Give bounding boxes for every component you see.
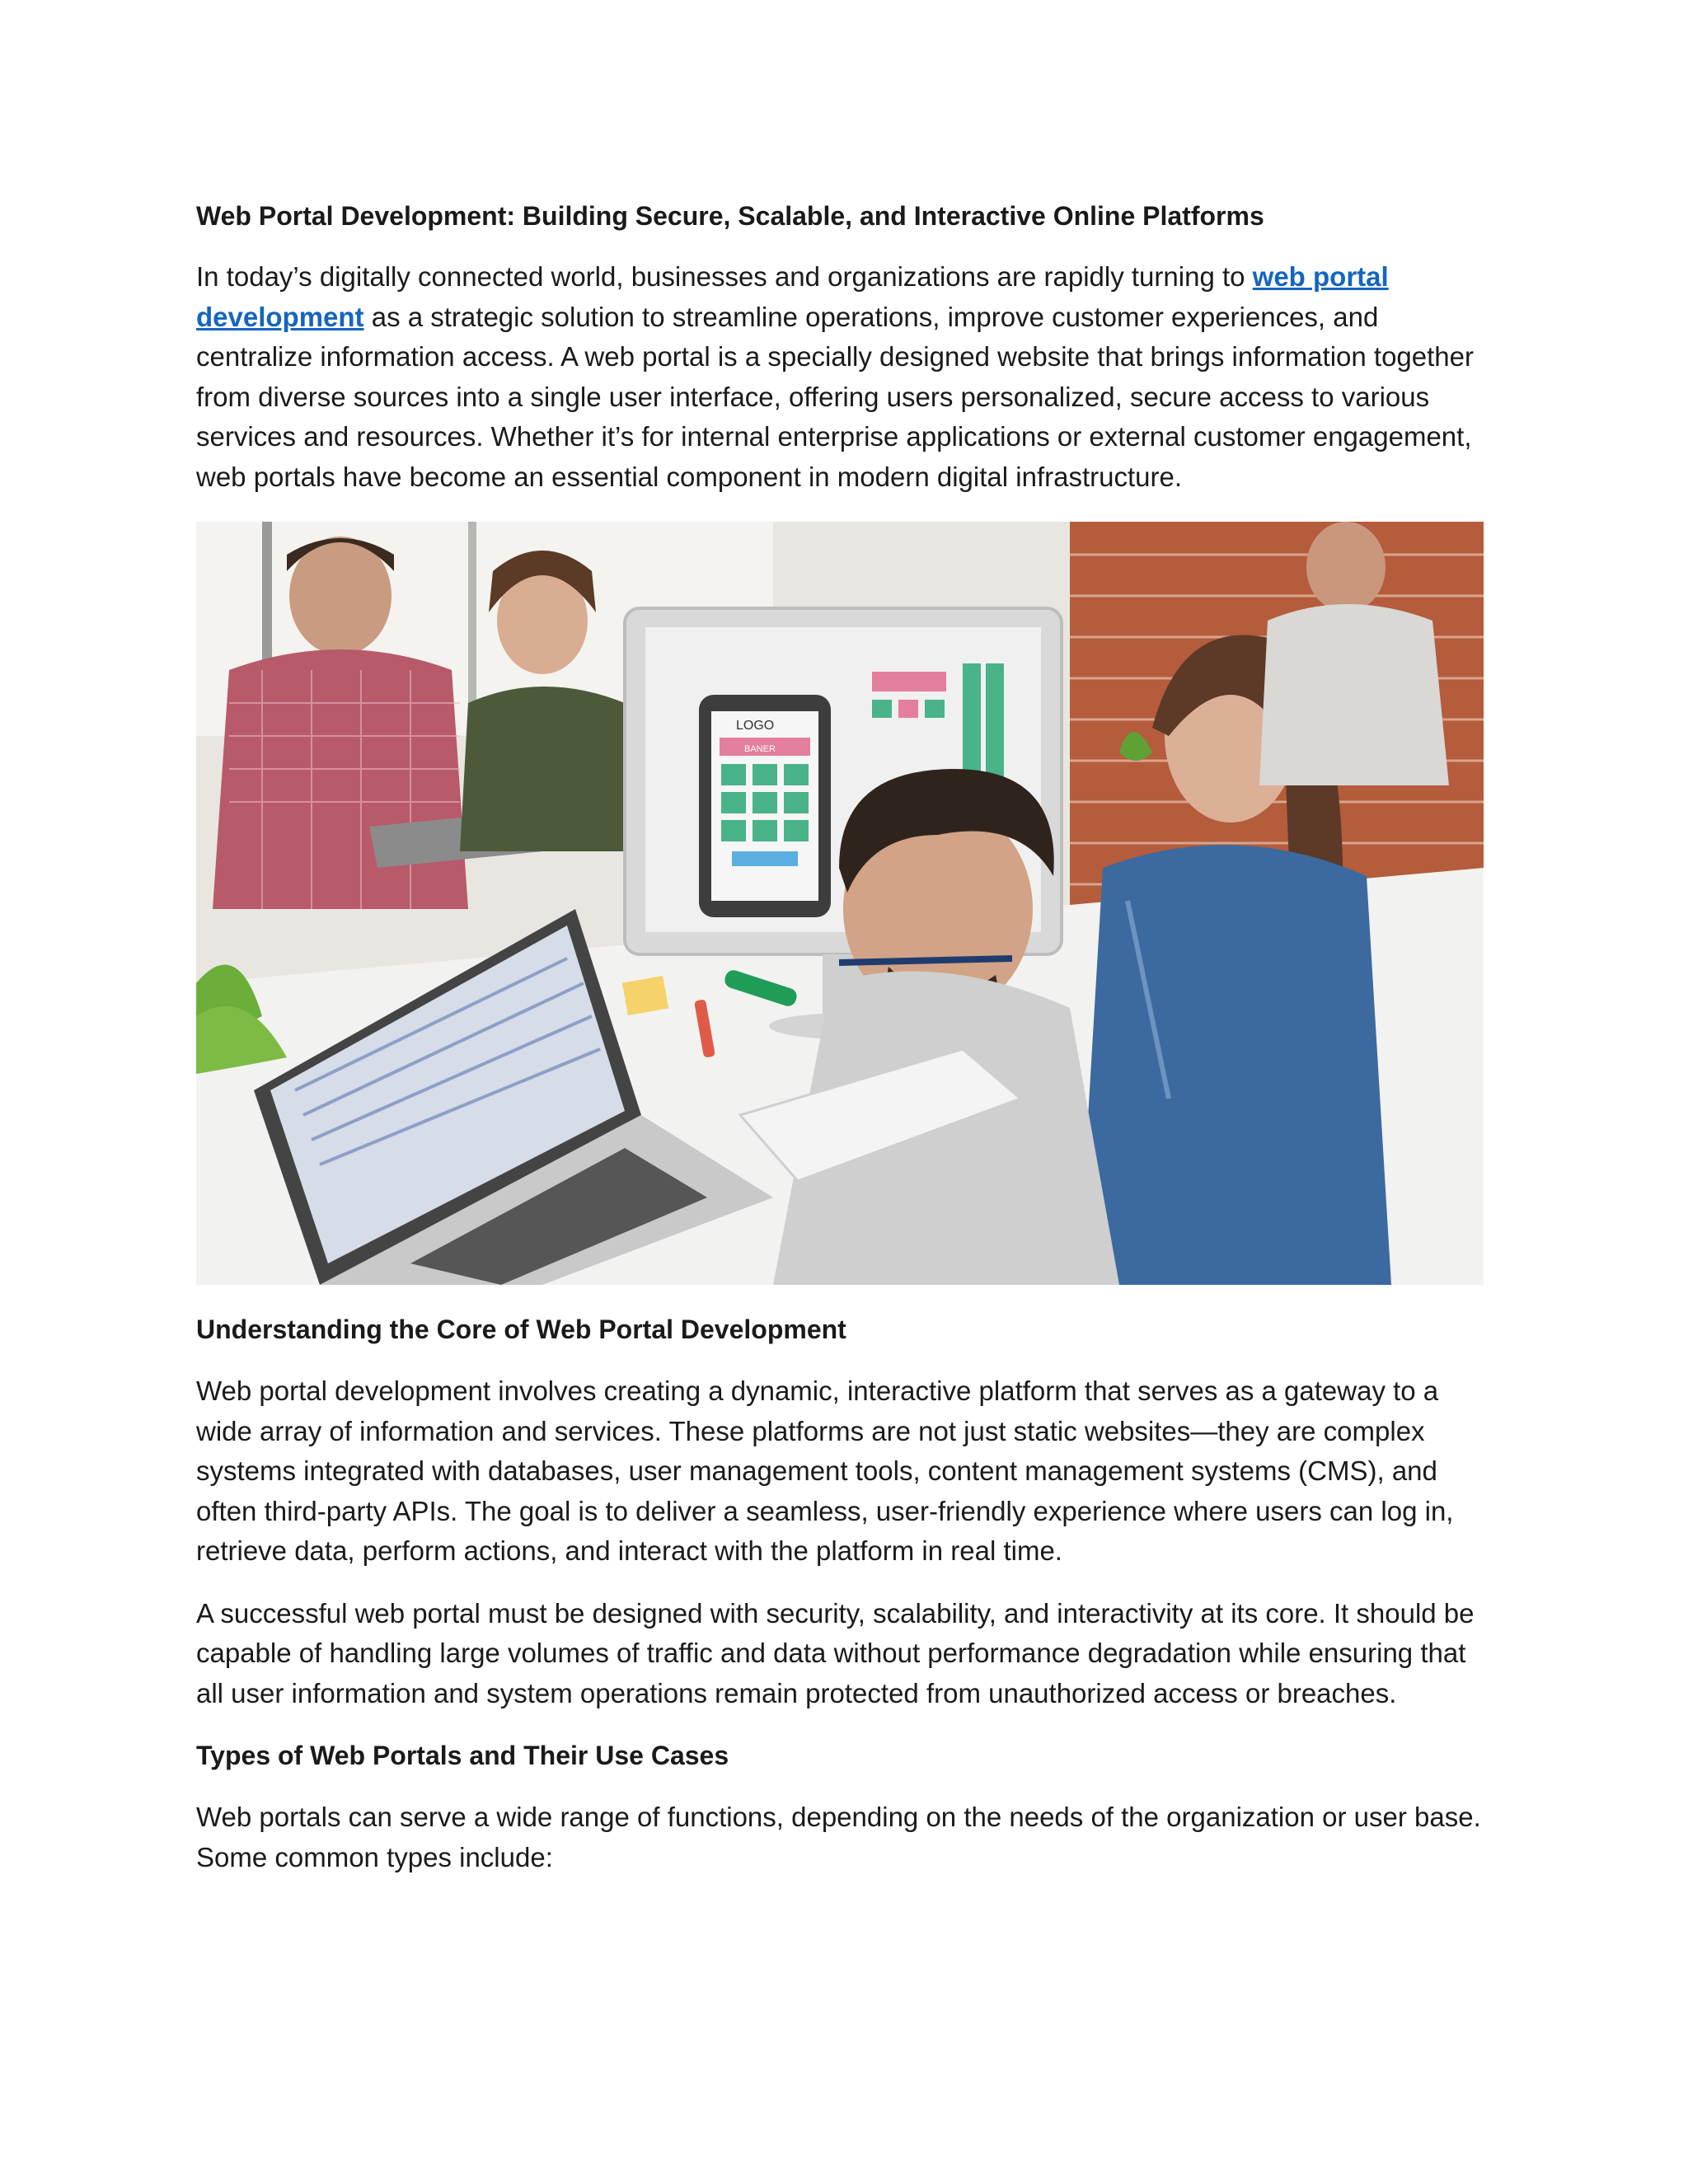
section-understanding-paragraph-2: A successful web portal must be designed with security, scalability, and interactivity at its core. It should be capable of handling large volumes of traffic and data without performance degradation while ensuring that all user information and system operations remain protected from unauthorized access or breaches.: [196, 1597, 1475, 1708]
section-types-paragraph-1: Web portals can serve a wide range of functions, depending on the needs of the organization or user base. Some common types include:: [196, 1802, 1481, 1872]
article-body: [196, 196, 1484, 1877]
section-understanding-paragraph-1: Web portal development involves creating a dynamic, interactive platform that serves as a gateway to a wide array of information and services. These platforms are not just static websites—they are complex systems integrated with databases, user management tools, content management systems (CMS), and often third-party APIs. The goal is to deliver a seamless, user-friendly experience where users can log in, retrieve data, perform actions, and interact with the platform in real time.: [196, 1376, 1454, 1566]
section-heading-understanding: Understanding the Core of Web Portal Development: [196, 1315, 846, 1344]
intro-paragraph: [196, 257, 1484, 497]
web-portal-development-link[interactable]: web portal development: [196, 261, 1389, 332]
screen-banner-text: BANER: [744, 744, 776, 754]
intro-text-before: In today’s digitally connected world, businesses and organizations are rapidly turning to: [196, 261, 1253, 292]
office-team-photo: [196, 522, 1484, 1285]
screen-logo-text: LOGO: [736, 719, 775, 733]
section-heading-types: Types of Web Portals and Their Use Cases: [196, 1741, 729, 1770]
intro-text-after: as a strategic solution to streamline operations, improve customer experiences, and centralize information access. A web portal is a specially designed website that brings information together from diverse sources into a single user interface, offering users personalized, secure access to various services and resources. Whether it’s for internal enterprise applications or external customer engagement, web portals have become an essential component in modern digital infrastructure.: [196, 301, 1475, 492]
article-title: Web Portal Development: Building Secure, Scalable, and Interactive Online Platforms: [196, 201, 1264, 231]
